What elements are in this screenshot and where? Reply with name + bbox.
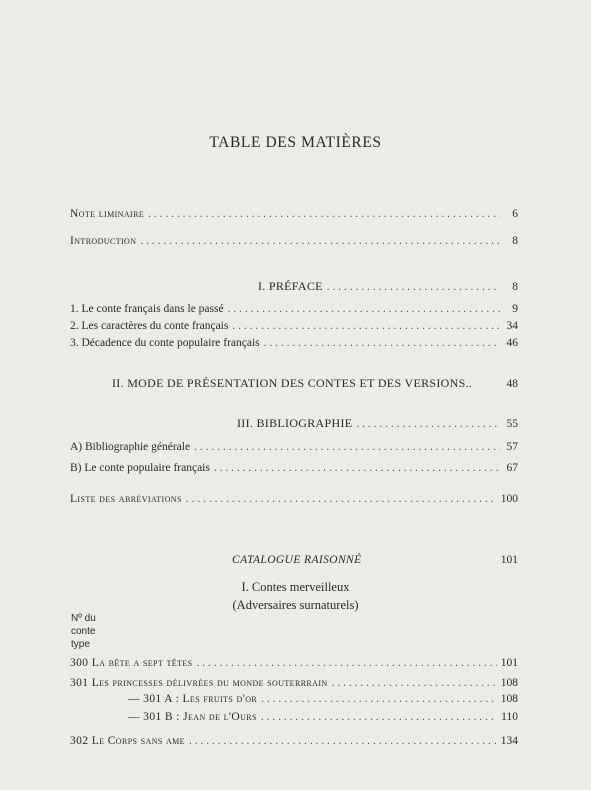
toc-entry-label: II. MODE DE PRÉSENTATION DES CONTES ET DES VERSIONS.. [112, 376, 473, 390]
toc-entry-conte-passe [70, 303, 518, 315]
tale-page: 108 [500, 677, 518, 689]
tale-label: — 301 B : Jean de l'Ours [128, 711, 257, 723]
toc-entry-page: 46 [506, 337, 518, 349]
toc-entry-caracteres [70, 320, 518, 332]
leader-dots [140, 235, 500, 247]
toc-entry-page: 48 [506, 378, 518, 390]
toc-entry-catalogue [232, 554, 518, 566]
toc-entry-label: 2. Les caractères du conte français [70, 320, 229, 332]
leader-dots [228, 303, 500, 315]
leader-dots [214, 462, 500, 474]
type-column-header [71, 612, 96, 651]
toc-entry-mode-presentation [112, 376, 518, 391]
tale-entry-300 [70, 657, 518, 669]
tale-page: 110 [501, 711, 518, 723]
tale-page: 108 [500, 693, 518, 705]
toc-entry-bibliographie [237, 416, 518, 431]
toc-entry-label: Introduction [70, 235, 137, 247]
leader-dots [327, 281, 500, 293]
toc-entry-decadence [70, 337, 518, 349]
toc-entry-page: 101 [500, 554, 518, 566]
section-heading-contes-merveilleux: I. Contes merveilleux [241, 580, 350, 594]
tale-entry-302 [70, 735, 518, 747]
toc-entry-page: 6 [512, 208, 518, 220]
leader-dots [332, 677, 497, 689]
tale-label: — 301 A : Les fruits d'or [128, 693, 258, 705]
tale-entry-301b [128, 711, 518, 723]
page-title: TABLE DES MATIÈRES [209, 134, 382, 151]
toc-entry-page: 34 [506, 320, 518, 332]
leader-dots [261, 711, 497, 723]
type-header-line: type [71, 639, 90, 650]
tale-page: 101 [500, 657, 518, 669]
leader-dots [186, 493, 497, 505]
section-subheading-adversaires: (Adversaires surnaturels) [232, 598, 359, 612]
toc-entry-page: 55 [506, 418, 518, 430]
leader-dots [232, 320, 500, 332]
toc-entry-label: Liste des abréviations [70, 493, 182, 505]
tale-label: 302 Le Corps sans ame [70, 735, 185, 747]
toc-entry-page: 57 [506, 441, 518, 453]
toc-entry-label: A) Bibliographie générale [70, 441, 191, 453]
toc-entry-label: 3. Décadence du conte populaire français [70, 337, 260, 349]
toc-entry-page: 100 [500, 493, 518, 505]
tale-entry-301a [128, 693, 518, 705]
leader-dots [148, 208, 500, 220]
toc-entry-label: B) Le conte populaire français [70, 462, 210, 474]
toc-entry-label: III. BIBLIOGRAPHIE [237, 416, 353, 430]
leader-dots [196, 657, 496, 669]
toc-entry-note-liminaire [70, 208, 518, 220]
toc-entry-page: 8 [512, 281, 518, 293]
toc-entry-preface [258, 279, 518, 294]
toc-entry-label: CATALOGUE RAISONNÉ [232, 554, 362, 566]
toc-entry-bibliographie-generale [70, 441, 518, 453]
toc-entry-introduction [70, 235, 518, 247]
leader-dots [264, 337, 500, 349]
toc-entry-page: 9 [512, 303, 518, 315]
tale-label: 301 Les princesses délivrées du monde souterrrain [70, 677, 328, 689]
leader-dots [194, 441, 500, 453]
tale-page: 134 [500, 735, 518, 747]
leader-dots [189, 735, 497, 747]
toc-entry-conte-populaire [70, 462, 518, 474]
toc-entry-label: Note liminaire [70, 208, 145, 220]
leader-dots [261, 693, 497, 705]
leader-dots [356, 418, 500, 430]
type-header-line: Nº du [71, 613, 96, 624]
tale-label: 300 La bête a sept têtes [70, 657, 193, 669]
toc-entry-label: 1. Le conte français dans le passé [70, 303, 224, 315]
type-header-line: conte [71, 626, 96, 637]
toc-entry-page: 8 [512, 235, 518, 247]
tale-entry-301 [70, 677, 518, 689]
toc-entry-page: 67 [506, 462, 518, 474]
toc-entry-abreviations [70, 493, 518, 505]
toc-entry-label: I. PRÉFACE [258, 279, 323, 293]
